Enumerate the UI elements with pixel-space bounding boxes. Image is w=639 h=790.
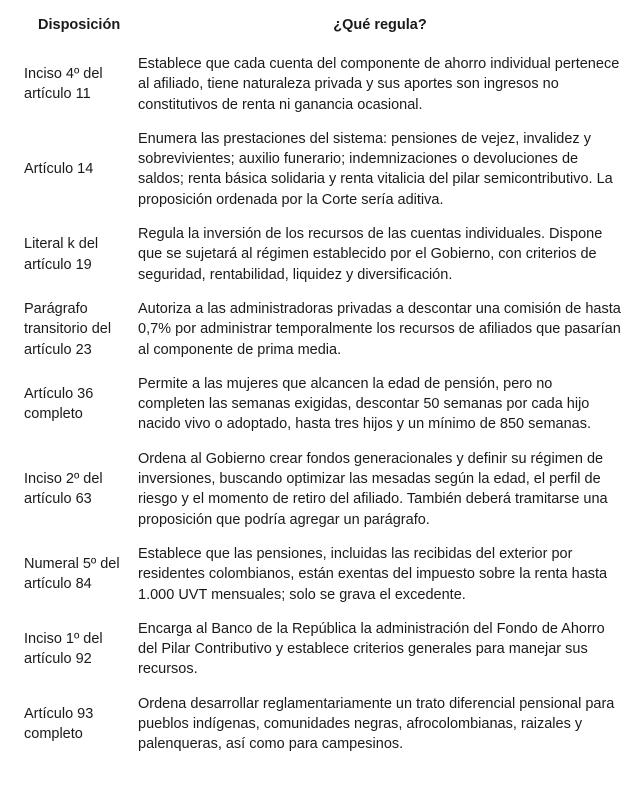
disposition-cell: Parágrafo transitorio del artículo 23 — [24, 300, 112, 358]
table-row — [22, 48, 622, 123]
table-row — [22, 368, 622, 443]
regulation-cell: Enumera las prestaciones del sistema: pensiones de vejez, invalidez y sobrevivientes; auxilio funerario; indemnizaciones o devoluciones de saldos; renta básica solidaria y renta vitalicia del pilar semicontributivo. La proposición ordenada por la Corte sería aditiva. — [138, 130, 613, 208]
table-row — [22, 613, 622, 688]
column-header-disposicion: Disposición — [38, 17, 121, 33]
regulation-cell: Permite a las mujeres que alcancen la edad de pensión, pero no completen las semanas exigidas, descontar 50 semanas por cada hijo nacido vivo o adoptado, hasta tres hijos y un mínimo de 850 semanas. — [138, 375, 591, 433]
table-header — [22, 6, 622, 48]
disposition-cell: Artículo 14 — [24, 161, 94, 178]
table-row — [22, 538, 622, 613]
header-row — [22, 6, 622, 48]
table-row — [22, 123, 622, 218]
regulation-cell: Autoriza a las administradoras privadas a descontar una comisión de hasta 0,7% por administrar temporalmente los recursos de afiliados que pasarían al componente de prima media. — [138, 300, 621, 358]
regulation-cell: Encarga al Banco de la República la administración del Fondo de Ahorro del Pilar Contributivo y establece criterios generales para manejar sus recursos. — [138, 620, 605, 678]
regulation-cell: Establece que las pensiones, incluidas las recibidas del exterior por residentes colombianos, están exentas del impuesto sobre la renta hasta 1.000 UVT mensuales; solo se grava el excedente. — [138, 545, 608, 603]
disposition-cell: Artículo 93 completo — [24, 705, 94, 743]
disposition-cell: Inciso 2º del artículo 63 — [24, 471, 103, 508]
disposition-cell: Literal k del artículo 19 — [24, 236, 99, 273]
disposition-cell: Inciso 4º del artículo 11 — [24, 66, 103, 103]
regulation-cell: Regula la inversión de los recursos de las cuentas individuales. Dispone que se sujetará al régimen establecido por el Gobierno, con criterios de seguridad, rentabilidad, liquidez y diversificación. — [138, 226, 603, 283]
table-row — [22, 688, 622, 763]
disposition-cell: Inciso 1º del artículo 92 — [24, 630, 103, 668]
regulation-cell: Ordena desarrollar reglamentariamente un trato diferencial pensional para pueblos indígenas, comunidades negras, afrocolombianas, raizales y palenqueras, así como para campesinos. — [138, 695, 615, 753]
regulation-cell: Establece que cada cuenta del componente de ahorro individual pertenece al afiliado, tiene naturaleza privada y sus aportes son ingresos no constitutivos de renta ni ganancia ocasional. — [138, 56, 620, 113]
column-header-regula: ¿Qué regula? — [333, 17, 427, 33]
disposition-cell: Numeral 5º del artículo 84 — [24, 556, 120, 593]
regulation-cell: Ordena al Gobierno crear fondos generacionales y definir su régimen de inversiones, buscando optimizar las mesadas según la edad, el perfil de riesgo y el momento de retiro del afiliado. También deberá tramitarse una proposición que podría agregar un parágrafo. — [138, 450, 608, 528]
dispositions-table — [22, 6, 622, 763]
disposition-cell: Artículo 36 completo — [24, 386, 94, 423]
table-row — [22, 293, 622, 368]
table-row — [22, 218, 622, 293]
table-row — [22, 443, 622, 538]
table-body — [22, 48, 622, 763]
